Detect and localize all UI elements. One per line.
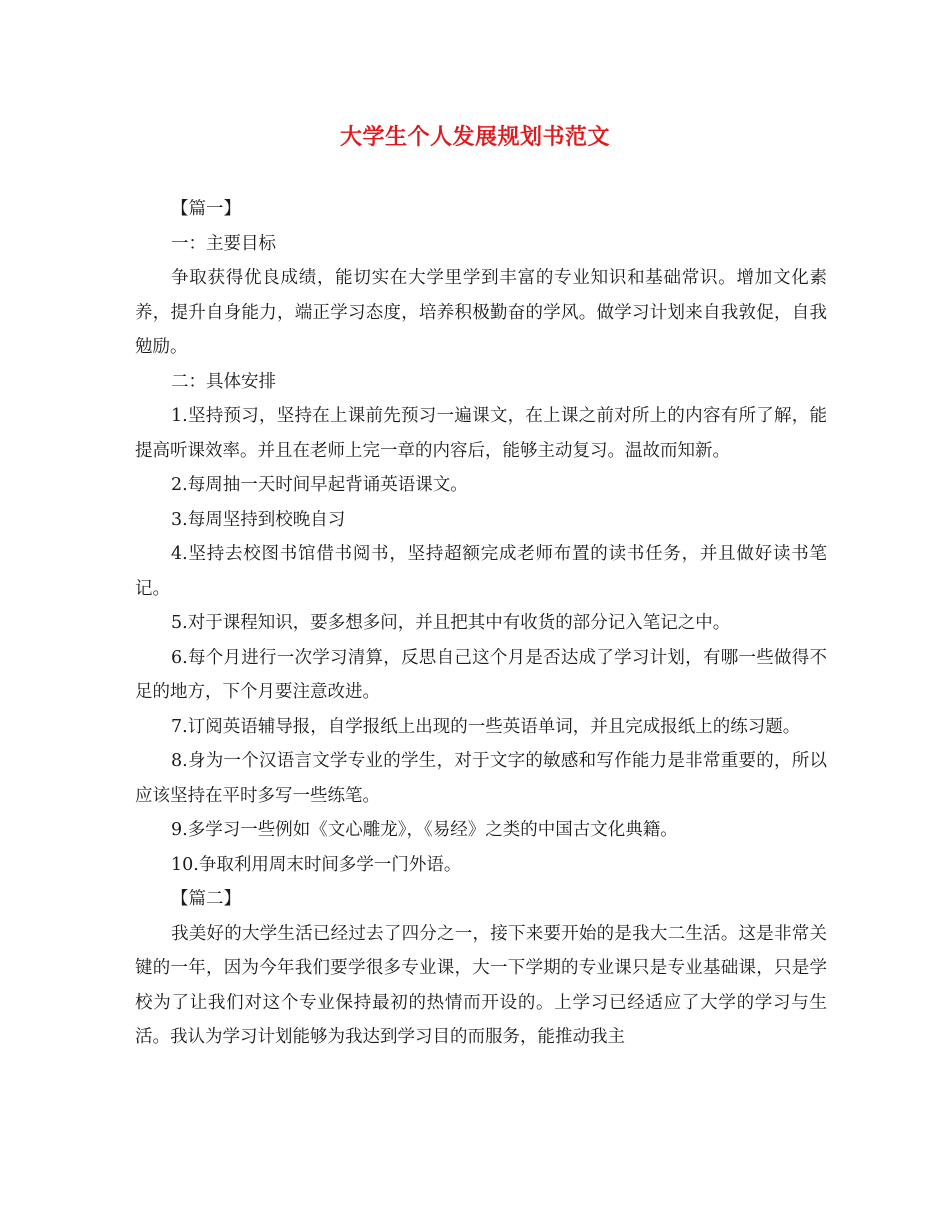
list-item: 3.每周坚持到校晚自习 [171,509,346,530]
subheading-arrangement: 二：具体安排 [171,371,276,392]
list-item: 8.身为一个汉语言文学专业的学生，对于文字的敏感和写作能力是非常重要的，所以应该坚持在平时多写一些练笔。 [135,751,827,806]
list-item: 4.坚持去校图书馆借书阅书，坚持超额完成老师布置的读书任务，并且做好读书笔记。 [135,544,827,599]
list-item: 10.争取利用周末时间多学一门外语。 [171,854,462,875]
paragraph: 我美好的大学生活已经过去了四分之一，接下来要开始的是我大二生活。这是非常关键的一年，因为今年我们要学很多专业课，大一下学期的专业课只是专业基础课，只是学校为了让我们对这个专业保持最初的热情而开设的。上学习已经适应了大学的学习与生活。我认为学习计划能够为我达到学习目的而服务，能推动我主 [135,923,827,1047]
list-item: 6.每个月进行一次学习清算，反思自己这个月是否达成了学习计划，有哪一些做得不足的地方，下个月要注意改进。 [135,647,827,702]
list-item: 7.订阅英语辅导报，自学报纸上出现的一些英语单词，并且完成报纸上的练习题。 [171,716,801,737]
document-body [135,192,827,1055]
section-heading-1: 【篇一】 [171,199,241,219]
section-heading-2: 【篇二】 [171,889,241,909]
document-title: 大学生个人发展规划书范文 [339,124,610,150]
subheading-main-goal: 一：主要目标 [171,233,276,254]
list-item: 9.多学习一些例如《文心雕龙》，《易经》之类的中国古文化典籍。 [171,820,678,840]
list-item: 2.每周抽一天时间早起背诵英语课文。 [171,475,468,495]
paragraph: 争取获得优良成绩，能切实在大学里学到丰富的专业知识和基础常识。增加文化素养，提升自身能力，端正学习态度，培养积极勤奋的学风。做学习计划来自我敦促，自我勉励。 [135,268,827,357]
list-item: 5.对于课程知识，要多想多问，并且把其中有收货的部分记入笔记之中。 [171,613,731,633]
list-item: 1.坚持预习，坚持在上课前先预习一遍课文，在上课之前对所上的内容有所了解，能提高听课效率。并且在老师上完一章的内容后，能够主动复习。温故而知新。 [135,406,827,461]
